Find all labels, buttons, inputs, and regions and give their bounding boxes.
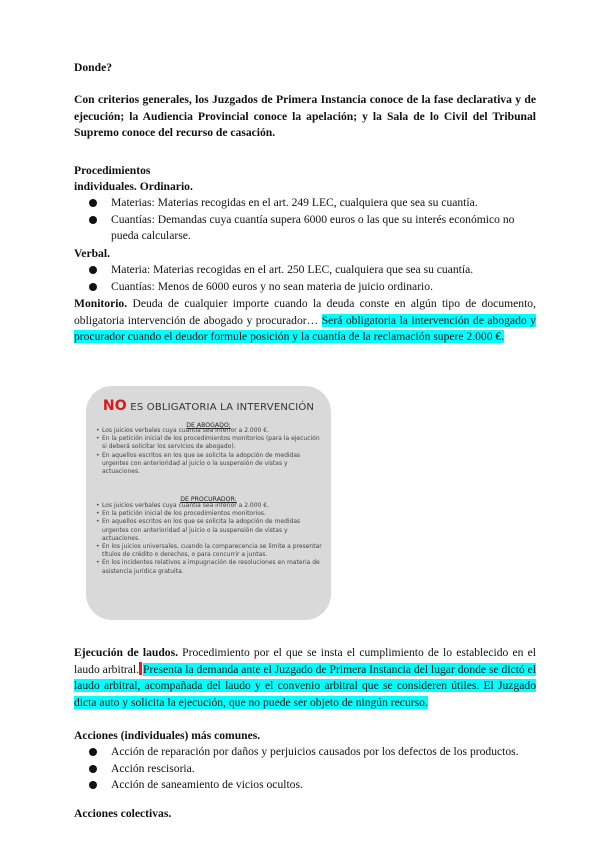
list-item: • Los juicios verbales cuya cuantía sea inferior a 2.000 €. [96, 502, 324, 510]
card-procurador-heading: DE PROCURADOR: [180, 496, 237, 503]
laudos-label: Ejecución de laudos. [74, 646, 178, 659]
abogado-procurador-card [86, 386, 331, 620]
ordinario-list [74, 195, 536, 245]
acciones-colectivas-heading: Acciones colectivas. [74, 807, 172, 820]
monitorio-text: Deuda de cualquier importe cuando la deuda conste en algún tipo de documento, obligatoria intervención de abogado y procurador… [74, 297, 536, 327]
list-item: Acción de reparación por daños y perjuicios causados por los defectos de los productos. [74, 744, 536, 761]
list-item: • En los juicios universales, cuando la comparecencia se limite a presentar títulos de crédito o derechos, o para concurrir a juntas. [96, 543, 324, 559]
list-item: • En la petición inicial de los procedimientos monitorios (para la ejecución si deberá solicitar los servicios de abogado). [96, 435, 324, 451]
list-item: • Los juicios verbales cuya cuantía sea inferior a 2.000 €. [96, 427, 324, 435]
bullet-icon [89, 765, 97, 773]
heading-donde: Donde? [74, 61, 113, 74]
ordinario-heading: individuales. Ordinario. [74, 180, 193, 193]
intro-paragraph: Con criterios generales, los Juzgados de Primera Instancia conoce de la fase declarativa y de ejecución; la Audiencia Provincial conoce la apelación; y la Sala de lo Civil del Tribunal Supremo conoce del recurso de casación. [74, 93, 536, 140]
list-item: • En la petición inicial de los procedimientos monitorios. [96, 510, 324, 518]
list-item: Cuantías: Menos de 6000 euros y no sean materia de juicio ordinario. [74, 279, 536, 296]
acciones-list [74, 744, 536, 794]
verbal-list [74, 262, 536, 295]
card-procurador-list [96, 502, 324, 576]
laudos-text: Procedimiento por el que se insta el cumplimiento de lo establecido en el laudo arbitral. [74, 646, 536, 676]
verbal-heading: Verbal. [74, 247, 110, 260]
list-item: • En aquellos escritos en los que se solicita la adopción de medidas urgentes con anterioridad al juicio o la suspensión de vistas y actuaciones. [96, 452, 324, 477]
bullet-icon [89, 216, 97, 224]
list-item: Materia: Materias recogidas en el art. 250 LEC, cualquiera que sea su cuantía. [74, 262, 536, 279]
card-abogado-list [96, 427, 324, 476]
red-cursor-mark [139, 662, 142, 675]
list-item: Acción de saneamiento de vicios ocultos. [74, 777, 536, 794]
bullet-icon [89, 199, 97, 207]
bullet-icon [89, 266, 97, 274]
card-abogado-heading: DE ABOGADO: [186, 422, 231, 429]
bullet-icon [89, 748, 97, 756]
bullet-icon [89, 781, 97, 789]
laudos-paragraph [74, 645, 536, 711]
list-item: Materias: Materias recogidas en el art. 249 LEC, cualquiera que sea su cuantía. [74, 195, 536, 212]
monitorio-highlight: Será obligatoria la intervención de abogado y procurador cuando el deudor formule posición y la cuantía de la reclamación supere 2.000 €. [74, 313, 536, 344]
monitorio-paragraph [74, 296, 536, 346]
procedimientos-title: Procedimientos [74, 164, 151, 177]
list-item: Acción rescisoria. [74, 761, 536, 778]
card-title-no: NO [102, 398, 127, 414]
list-item: • En aquellos escritos en los que se solicita la adopción de medidas urgentes con anterioridad al juicio o la suspensión de vistas y actuaciones. [96, 518, 324, 543]
acciones-heading: Acciones (individuales) más comunes. [74, 729, 261, 742]
card-title-rest: ES OBLIGATORIA LA INTERVENCIÓN [126, 402, 315, 413]
card-title [86, 398, 331, 417]
monitorio-label: Monitorio. [74, 297, 128, 310]
laudos-highlight: Presenta la demanda ante el Juzgado de Primera Instancia del lugar donde se dictó el laudo arbitral, acompañada del laudo y el convenio arbitral que se consideren útiles. El Juzgado dicta auto y solicita la ejecución, que no puede ser objeto de ningún recurso. [74, 662, 537, 709]
list-item: Cuantías: Demandas cuya cuantía supera 6000 euros o las que su interés económico no pueda calcularse. [74, 212, 536, 245]
list-item: • En los incidentes relativos a impugnación de resoluciones en materia de asistencia jurídica gratuita. [96, 559, 324, 575]
bullet-icon [89, 283, 97, 291]
